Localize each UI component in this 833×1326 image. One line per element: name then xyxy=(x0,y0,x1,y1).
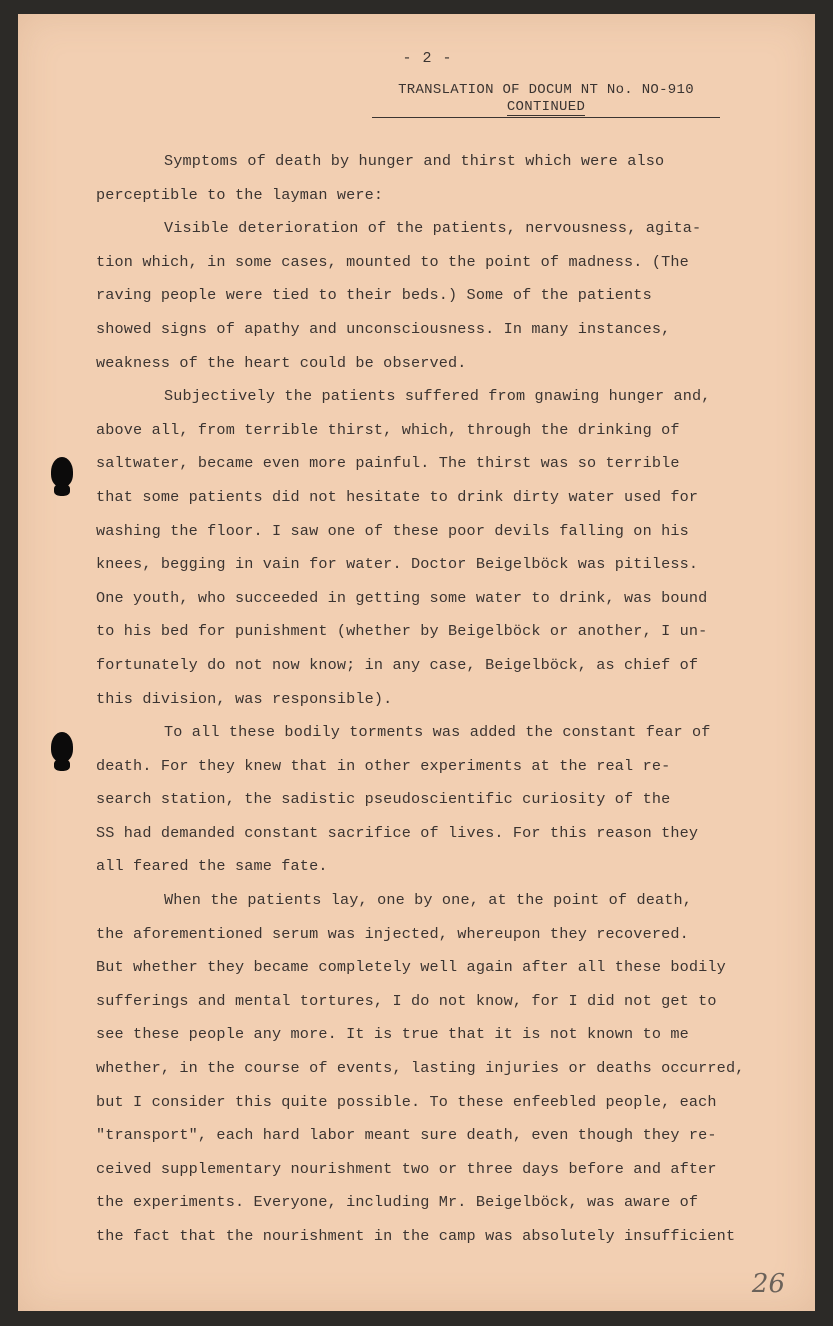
text-line: washing the floor. I saw one of these poor devils falling on his xyxy=(96,521,689,540)
text-line: the experiments. Everyone, including Mr. Beigelböck, was aware of xyxy=(96,1193,699,1212)
text-line: the aforementioned serum was injected, whereupon they recovered. xyxy=(96,924,689,943)
text-line: When the patients lay, one by one, at the point of death, xyxy=(164,891,693,910)
text-line: whether, in the course of events, lasting injuries or deaths occurred, xyxy=(96,1059,745,1078)
text-line: knees, begging in vain for water. Doctor Beigelböck was pitiless. xyxy=(96,555,699,574)
text-line: to his bed for punishment (whether by Beigelböck or another, I un- xyxy=(96,622,708,641)
text-line: that some patients did not hesitate to drink dirty water used for xyxy=(96,487,699,506)
document-page xyxy=(18,14,815,1311)
text-line: search station, the sadistic pseudoscientific curiosity of the xyxy=(96,790,671,809)
body-text xyxy=(96,145,786,1254)
text-line: saltwater, became even more painful. The thirst was so terrible xyxy=(96,454,680,473)
text-line: Subjectively the patients suffered from gnawing hunger and, xyxy=(164,387,711,406)
handwritten-page-number: 26 xyxy=(751,1269,785,1299)
text-line: this division, was responsible). xyxy=(96,689,393,708)
text-line: the fact that the nourishment in the camp was absolutely insufficient xyxy=(96,1227,736,1245)
text-line: To all these bodily torments was added the constant fear of xyxy=(164,723,711,742)
text-line: "transport", each hard labor meant sure death, even though they re- xyxy=(96,1126,717,1145)
text-line: But whether they became completely well again after all these bodily xyxy=(96,958,726,977)
text-line: see these people any more. It is true that it is not known to me xyxy=(96,1025,689,1044)
text-line: fortunately do not now know; in any case, Beigelböck, as chief of xyxy=(96,655,699,674)
document-header xyxy=(372,82,720,118)
text-line: death. For they knew that in other experiments at the real re- xyxy=(96,756,671,775)
punch-hole xyxy=(51,457,73,487)
text-line: perceptible to the layman were: xyxy=(96,185,384,204)
punch-hole xyxy=(51,732,73,762)
text-line: SS had demanded constant sacrifice of lives. For this reason they xyxy=(96,823,699,842)
header-title: TRANSLATION OF DOCUM NT No. NO-910 xyxy=(398,82,694,98)
text-line: raving people were tied to their beds.) Some of the patients xyxy=(96,286,652,305)
text-line: tion which, in some cases, mounted to the point of madness. (The xyxy=(96,252,689,271)
text-line: but I consider this quite possible. To these enfeebled people, each xyxy=(96,1092,717,1111)
page-number: - 2 - xyxy=(402,50,453,67)
text-line: weakness of the heart could be observed. xyxy=(96,353,467,372)
text-line: One youth, who succeeded in getting some water to drink, was bound xyxy=(96,588,708,607)
text-line: Visible deterioration of the patients, nervousness, agita- xyxy=(164,219,702,238)
text-line: above all, from terrible thirst, which, through the drinking of xyxy=(96,420,680,439)
text-line: ceived supplementary nourishment two or three days before and after xyxy=(96,1159,717,1178)
text-line: sufferings and mental tortures, I do not know, for I did not get to xyxy=(96,991,717,1010)
text-line: showed signs of apathy and unconsciousness. In many instances, xyxy=(96,319,671,338)
text-line: all feared the same fate. xyxy=(96,857,328,876)
header-subtitle: CONTINUED xyxy=(506,99,586,115)
text-line: Symptoms of death by hunger and thirst which were also xyxy=(164,152,665,170)
